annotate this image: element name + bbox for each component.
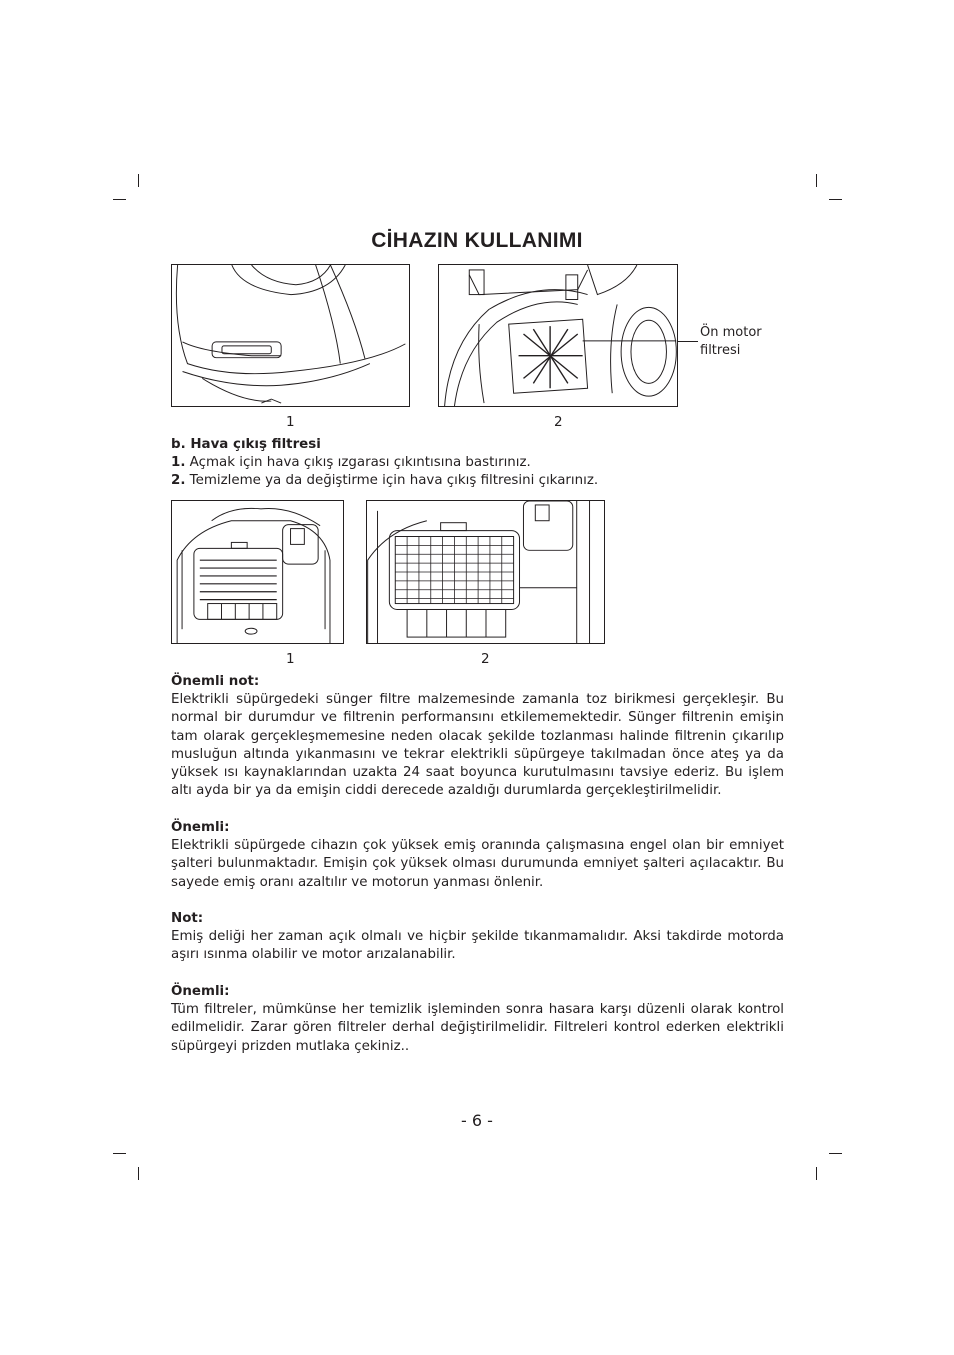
crop-mark [829,1153,842,1154]
callout-line-1: Ön motor [700,325,762,340]
figure-caption: 2 [481,651,490,667]
callout-line-2: filtresi [700,343,741,358]
crop-mark [816,174,817,187]
note-heading: Önemli not: [171,674,260,689]
callout-front-motor-filter [700,324,762,360]
note-important-1 [171,673,784,800]
crop-mark [113,199,126,200]
note-heading: Önemli: [171,820,230,835]
note-3 [171,910,784,965]
note-body: Elektrikli süpürgedeki sünger filtre malzemesinde zamanla toz birikmesi gerçekleşir. Bu normal bir durumdur ve filtrenin performansını etkilememektedir. Sünger filtrenin emişin tam olarak gerçekleşmemesine neden olacak şekilde tozlanması halinde filtrenin çıkarılıp musluğun altında yıkanmasını ve tekrar elektrikli süpürgeye takılmadan önce ateş ya da yüksek ısı kaynaklarından uzakta 24 saat boyunca kurutulmasını tavsiye ederiz. Bu işlem altı ayda bir ya da emişin ciddi derecede azaldığı durumlarda gerçekleştirilmelidir. [171,692,784,799]
callout-line [678,341,698,342]
figure-exhaust-filter-removed [366,500,605,644]
crop-mark [113,1153,126,1154]
figure-caption: 1 [286,651,295,667]
figure-vacuum-top [171,264,410,407]
step-1: 1. Açmak için hava çıkış ızgarası çıkıntısına bastırınız. [171,455,531,471]
page-number: - 6 - [461,1111,493,1130]
note-heading: Önemli: [171,984,230,999]
step-2: 2. Temizleme ya da değiştirme için hava çıkış filtresini çıkarınız. [171,473,599,489]
note-body: Elektrikli süpürgede cihazın çok yüksek emiş oranında çalışmasına engel olan bir emniyet şalteri bulunmaktadır. Emişin çok yüksek olması durumunda emniyet şalteri açılacaktır. Bu sayede emiş oranı azaltılır ve motorun yanması önlenir. [171,838,784,890]
note-important-4 [171,983,784,1056]
note-important-2 [171,819,784,892]
note-body: Tüm filtreler, mümkünse her temizlik işleminden sonra hasara karşı düzenli olarak kontrol edilmelidir. Zarar gören filtreler derhal değiştirilmelidir. Filtreleri kontrol ederken elektrikli süpürgeyi prizden mutlaka çekiniz.. [171,1002,784,1054]
figure-caption: 2 [554,414,563,430]
section-b [171,436,784,491]
page-title: CİHAZIN KULLANIMI [371,229,583,252]
figure-exhaust-grille-open [171,500,344,644]
crop-mark [138,174,139,187]
note-heading: Not: [171,911,204,926]
figure-caption: 1 [286,414,295,430]
crop-mark [816,1167,817,1180]
crop-mark [138,1167,139,1180]
note-body: Emiş deliği her zaman açık olmalı ve hiçbir şekilde tıkanmamalıdır. Aksi takdirde motorda aşırı ısınma olabilir ve motor arızalanabilir. [171,929,784,963]
section-heading: b. Hava çıkış filtresi [171,437,321,452]
crop-mark [829,199,842,200]
figure-front-motor-filter [438,264,678,407]
